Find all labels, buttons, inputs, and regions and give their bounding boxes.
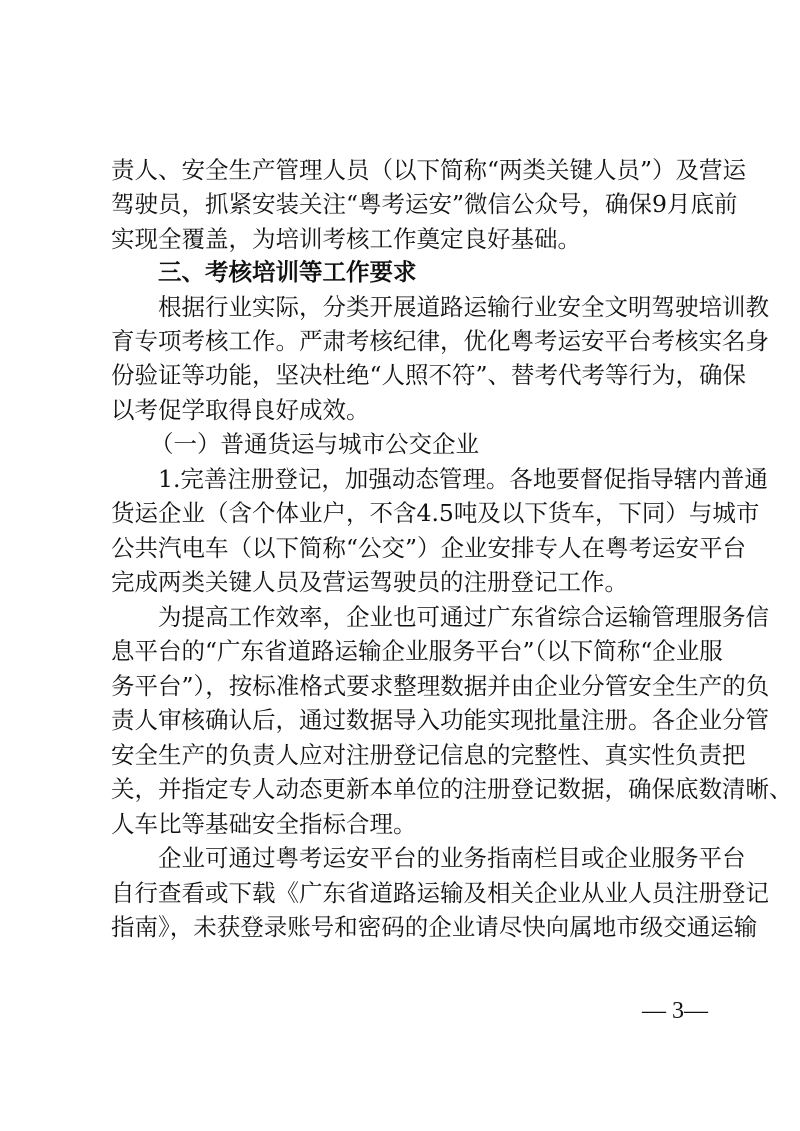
body-text-line: 责人、安全生产管理人员（以下简称“两类关键人员”）及营运: [111, 156, 747, 184]
body-text-line: 育专项考核工作。严肃考核纪律，优化粤考运安平台考核实名身: [111, 327, 769, 355]
body-text-line: 公共汽电车（以下简称“公交”）企业安排专人在粤考运安平台: [111, 534, 747, 562]
body-text-line: 实现全覆盖，为培训考核工作奠定良好基础。: [111, 225, 581, 253]
body-text-line: 自行查看或下载《广东省道路运输及相关企业从业人员注册登记: [111, 879, 769, 907]
body-text-line: 以考促学取得良好成效。: [111, 396, 370, 424]
body-text-line: 货运企业（含个体业户，不含4.5吨及以下货车，下同）与城市: [111, 499, 760, 527]
body-text-line: 完成两类关键人员及营运驾驶员的注册登记工作。: [111, 568, 628, 596]
body-text-line: 责人审核确认后，通过数据导入功能实现批量注册。各企业分管: [111, 706, 769, 734]
body-text-line: 企业可通过粤考运安平台的业务指南栏目或企业服务平台: [158, 844, 746, 872]
body-text-line: 安全生产的负责人应对注册登记信息的完整性、真实性负责把: [111, 741, 746, 769]
subsection-heading: （一）普通货运与城市公交企业: [150, 430, 479, 458]
body-text-line: 驾驶员，抓紧安装关注“粤考运安”微信公众号，确保9月底前: [111, 190, 738, 218]
body-text-line: 1.完善注册登记，加强动态管理。各地要督促指导辖内普通: [158, 465, 768, 493]
body-text-line: 关，并指定专人动态更新本单位的注册登记数据，确保底数清晰、: [111, 775, 793, 803]
body-text-line: 指南》，未获登录账号和密码的企业请尽快向属地市级交通运输: [111, 913, 758, 941]
body-text-line: 根据行业实际，分类开展道路运输行业安全文明驾驶培训教: [158, 293, 769, 321]
body-text-line: 份验证等功能，坚决杜绝“人照不符”、替考代考等行为，确保: [111, 361, 747, 389]
page-number: — 3—: [642, 998, 708, 1024]
body-text-line: 为提高工作效率，企业也可通过广东省综合运输管理服务信: [158, 603, 769, 631]
body-text-line: 人车比等基础安全指标合理。: [111, 810, 417, 838]
body-text-line: 务平台”），按标准格式要求整理数据并由企业分管安全生产的负: [111, 672, 770, 700]
body-text-line: 息平台的“广东省道路运输企业服务平台”（以下简称“企业服: [111, 637, 723, 665]
section-heading: 三、考核培训等工作要求: [158, 258, 417, 286]
